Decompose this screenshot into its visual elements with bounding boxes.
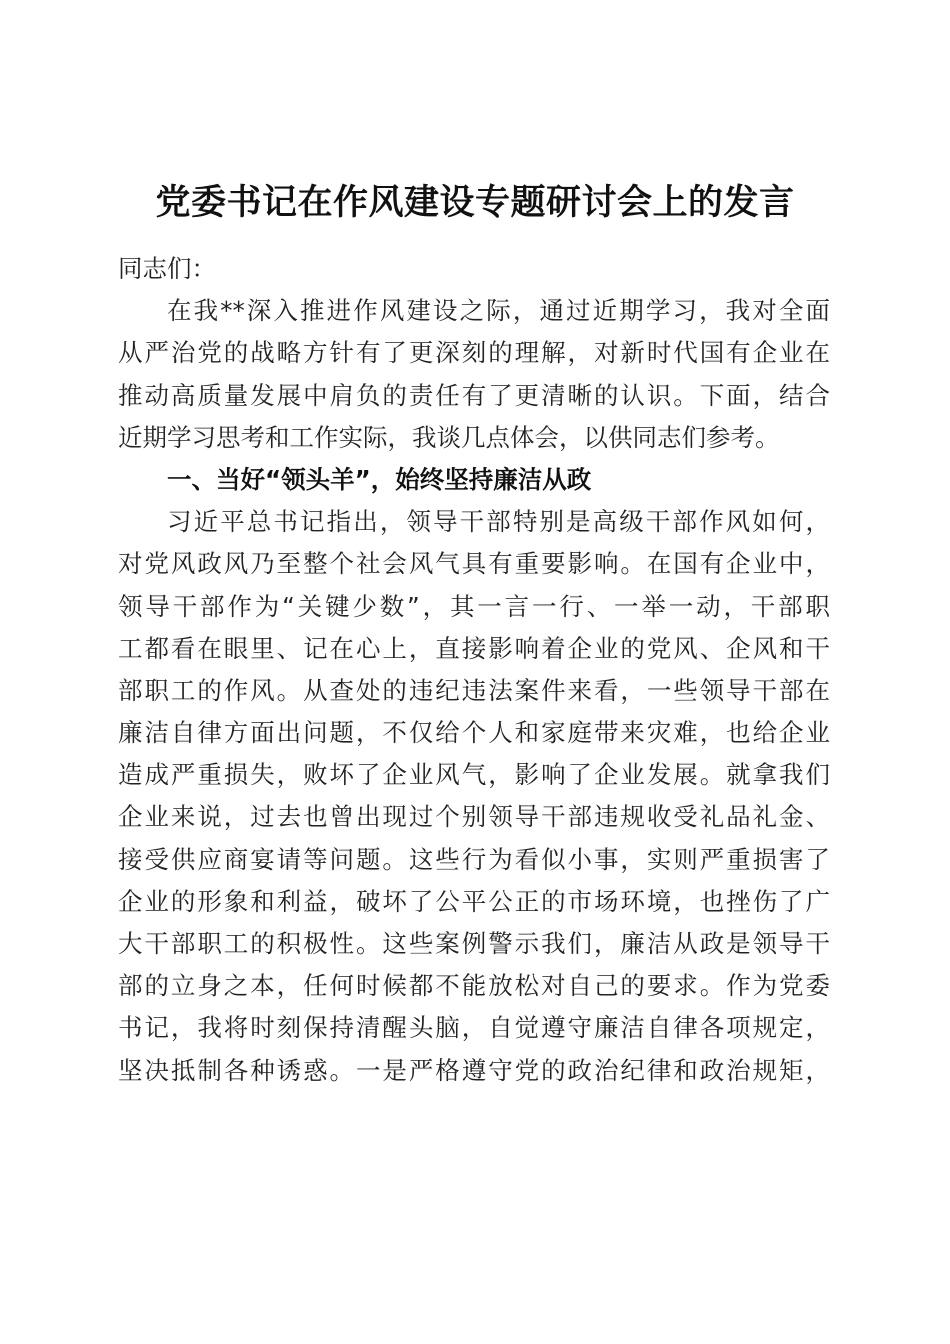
paragraph-2-line: 企业的形象和利益，破坏了公平公正的市场环境，也挫伤了广 (118, 886, 830, 916)
paragraph-2-line: 习近平总书记指出，领导干部特别是高级干部作风如何， (167, 507, 830, 537)
paragraph-2-line: 领导干部作为“关键少数”，其一言一行、一举一动，干部职 (118, 591, 830, 621)
paragraph-2-line: 大干部职工的积极性。这些案例警示我们，廉洁从政是领导干 (118, 929, 830, 958)
paragraph-2-line: 接受供应商宴请等问题。这些行为看似小事，实则严重损害了 (118, 844, 830, 874)
paragraph-2-line: 对党风政风乃至整个社会风气具有重要影响。在国有企业中， (118, 549, 830, 579)
paragraph-2-line: 坚决抵制各种诱惑。一是严格遵守党的政治纪律和政治规矩， (118, 1055, 830, 1085)
paragraph-1-line: 推动高质量发展中肩负的责任有了更清晰的认识。下面，结合 (118, 380, 830, 410)
paragraph-2-line: 书记，我将时刻保持清醒头脑，自觉遵守廉洁自律各项规定， (118, 1013, 830, 1043)
paragraph-1-line: 从严治党的战略方针有了更深刻的理解，对新时代国有企业在 (118, 338, 830, 368)
paragraph-2-line: 部职工的作风。从查处的违纪违法案件来看，一些领导干部在 (118, 675, 830, 705)
paragraph-2-line: 廉洁自律方面出问题，不仅给个人和家庭带来灾难，也给企业 (118, 718, 830, 748)
salutation: 同志们： (118, 254, 216, 283)
paragraph-2-line: 企业来说，过去也曾出现过个别领导干部违规收受礼品礼金、 (118, 802, 830, 832)
document-title: 党委书记在作风建设专题研讨会上的发言 (155, 182, 795, 223)
paragraph-1-line: 近期学习思考和工作实际，我谈几点体会，以供同志们参考。 (118, 422, 780, 452)
paragraph-2-line: 工都看在眼里、记在心上，直接影响着企业的党风、企风和干 (118, 633, 830, 663)
paragraph-2-line: 造成严重损失，败坏了企业风气，影响了企业发展。就拿我们 (118, 760, 830, 790)
document-body (118, 248, 830, 1092)
section-heading-1: 一、当好“领头羊”，始终坚持廉洁从政 (167, 464, 592, 494)
paragraph-1-line: 在我**深入推进作风建设之际，通过近期学习，我对全面 (167, 296, 830, 326)
paragraph-2-line: 部的立身之本，任何时候都不能放松对自己的要求。作为党委 (118, 971, 830, 1001)
